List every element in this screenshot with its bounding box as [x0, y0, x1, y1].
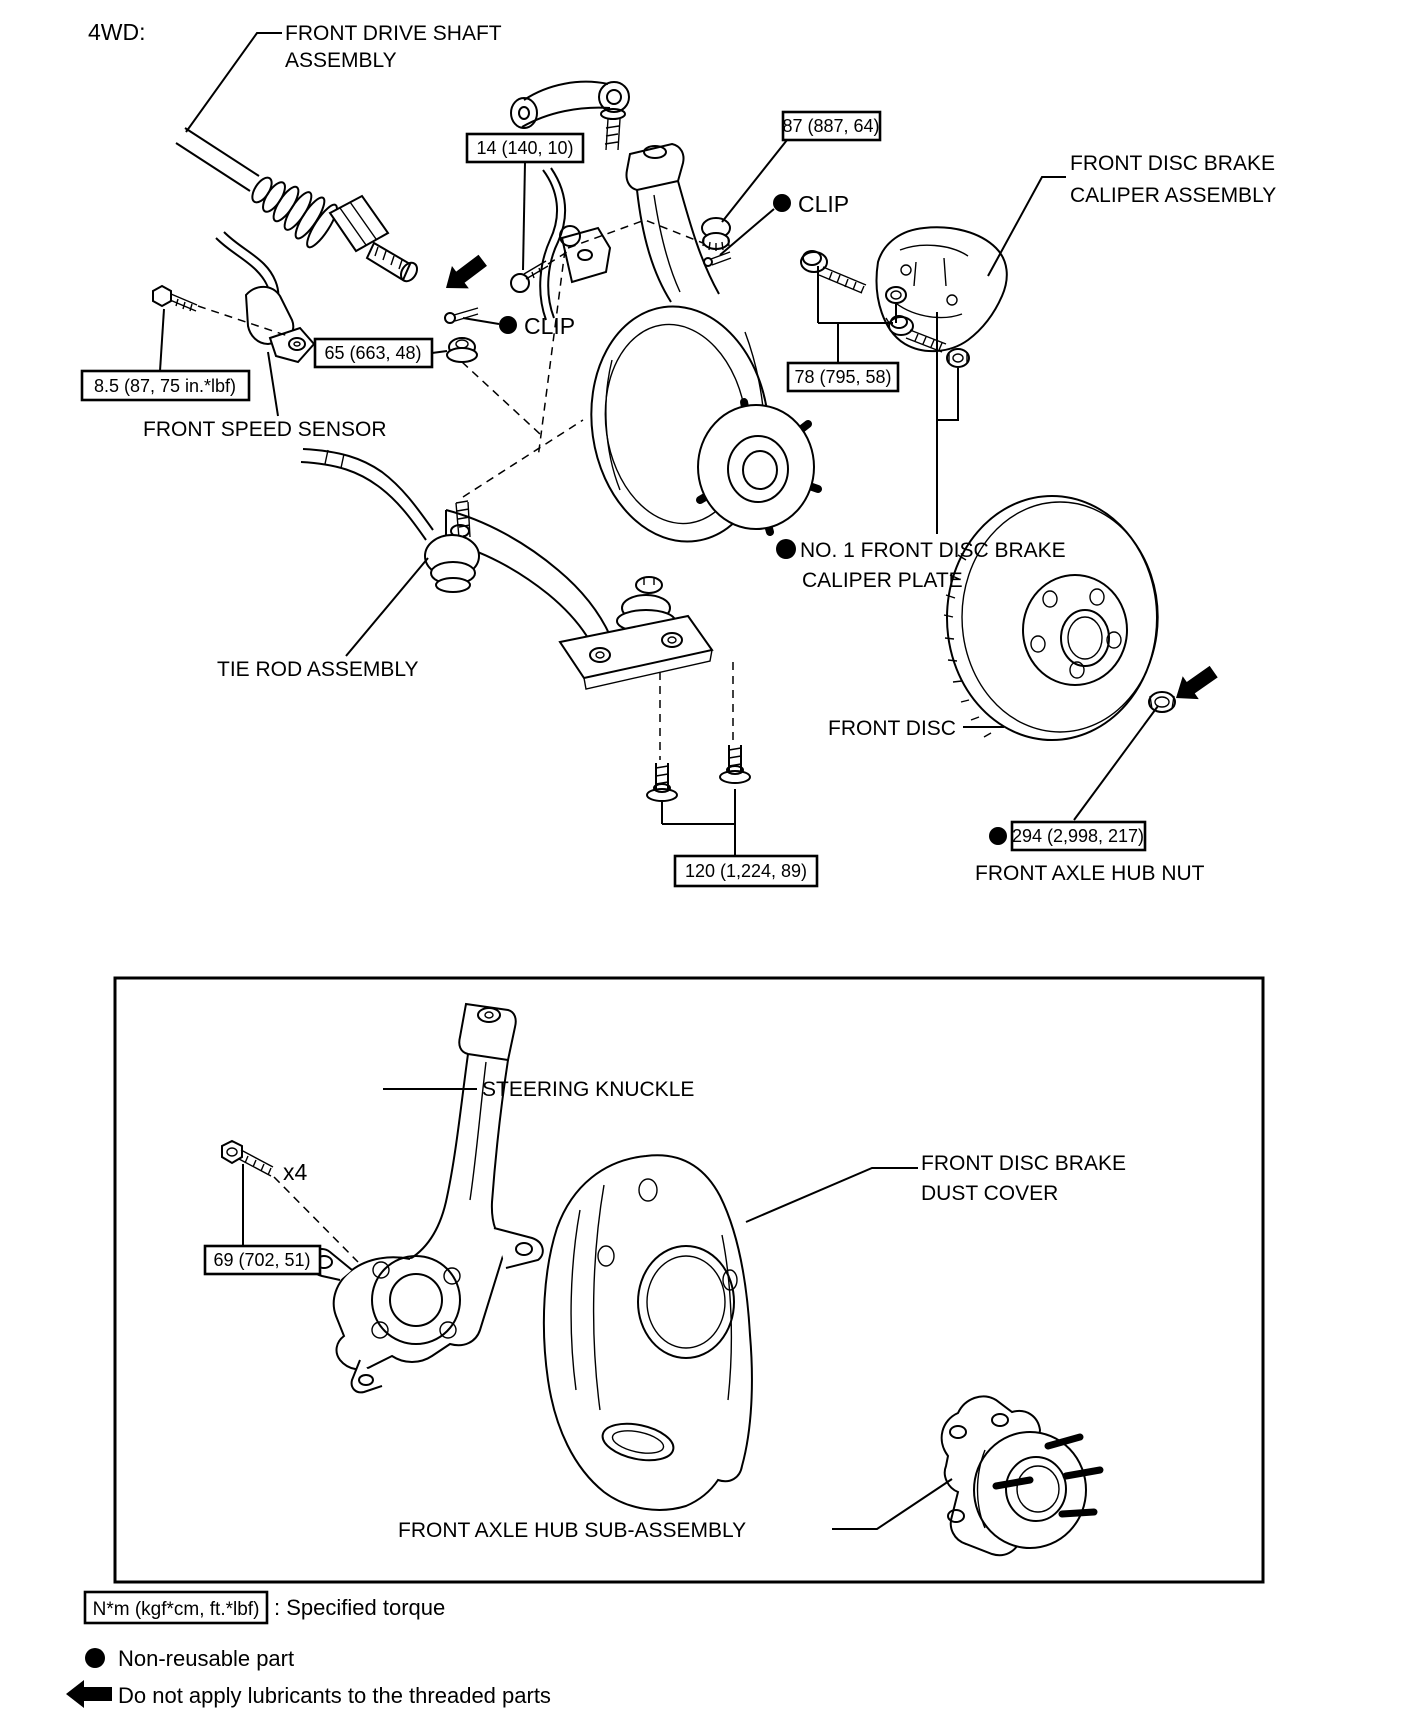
- tie-rod-drawing: [301, 449, 479, 592]
- torque-box-caliper-bolts: [788, 363, 898, 391]
- steering-knuckle-label: STEERING KNUCKLE: [482, 1078, 695, 1101]
- non-reusable-dot-caliper-plate: [776, 539, 796, 559]
- speed-sensor-drawing: [153, 232, 314, 362]
- legend-non-reusable-text: Non-reusable part: [118, 1646, 295, 1671]
- torque-box-knuckle-bolts: [205, 1246, 320, 1274]
- drive-shaft-label-line2: ASSEMBLY: [285, 49, 397, 72]
- torque-value: 65 (663, 48): [324, 343, 422, 363]
- non-reusable-dot-icon: [85, 1648, 105, 1668]
- hub-nut-label: FRONT AXLE HUB NUT: [975, 862, 1205, 885]
- front-disc-label: FRONT DISC: [828, 717, 956, 740]
- variant-label: 4WD:: [88, 19, 146, 45]
- legend-torque-unit: N*m (kgf*cm, ft.*lbf): [92, 1599, 260, 1620]
- drive-shaft-label-line1: FRONT DRIVE SHAFT: [285, 22, 502, 45]
- caliper-plate-label-line1: NO. 1 FRONT DISC BRAKE: [800, 539, 1066, 562]
- torque-value: 78 (795, 58): [794, 367, 892, 387]
- caliper-plate-label-line2: CALIPER PLATE: [802, 569, 963, 592]
- cotter-pin-lower-drawing: [445, 308, 478, 323]
- clip-upper-label: CLIP: [798, 191, 850, 217]
- torque-value: 87 (887, 64): [782, 116, 880, 136]
- torque-box-hub-nut: [989, 822, 1145, 850]
- no-lubricant-arrow-hub-nut: [1168, 660, 1222, 709]
- torque-value: 8.5 (87, 75 in.*lbf): [93, 376, 237, 396]
- hub-subassembly-label: FRONT AXLE HUB SUB-ASSEMBLY: [398, 1519, 747, 1542]
- legend-torque-desc: : Specified torque: [274, 1595, 446, 1620]
- caliper-label-line1: FRONT DISC BRAKE: [1070, 152, 1275, 175]
- torque-value: 69 (702, 51): [213, 1250, 311, 1270]
- torque-box-tie-rod-nut: [315, 339, 432, 367]
- clip-lower-label: CLIP: [524, 313, 576, 339]
- tie-rod-nut-drawing: [447, 338, 477, 362]
- torque-value: 14 (140, 10): [476, 138, 574, 158]
- inset-hub-subassembly-drawing: [942, 1396, 1100, 1555]
- subframe-drawing: [446, 510, 612, 655]
- non-reusable-dot: [989, 827, 1007, 845]
- sensor-wire-drawing: [540, 168, 565, 320]
- speed-sensor-label: FRONT SPEED SENSOR: [143, 418, 387, 441]
- torque-box-speed-sensor: [82, 371, 249, 400]
- inset-steering-knuckle-drawing: [310, 1004, 543, 1392]
- torque-box-upper-ball-joint: [782, 112, 880, 140]
- front-disc-drawing: [944, 496, 1158, 740]
- non-reusable-dot-clip-upper: [773, 194, 791, 212]
- torque-box-stabilizer-bracket: [467, 134, 583, 162]
- inset-dust-cover-drawing: [544, 1155, 752, 1510]
- legend-no-lubricant-text: Do not apply lubricants to the threaded parts: [118, 1683, 551, 1708]
- dust-cover-label-line1: FRONT DISC BRAKE: [921, 1152, 1126, 1175]
- hub-nut-drawing: [1149, 692, 1175, 712]
- legend-non-reusable: [85, 1646, 294, 1671]
- bolt-count-label: x4: [283, 1159, 308, 1185]
- legend-specified-torque: [85, 1592, 445, 1623]
- non-reusable-dot-clip-lower: [499, 316, 517, 334]
- torque-value: 120 (1,224, 89): [684, 861, 808, 881]
- camber-cam-and-clip-drawing: [702, 218, 731, 266]
- torque-value: 294 (2,998, 217): [1011, 826, 1145, 846]
- tie-rod-label: TIE ROD ASSEMBLY: [217, 658, 419, 681]
- inset-knuckle-bolt-drawing: [222, 1141, 273, 1176]
- dust-cover-label-line2: DUST COVER: [921, 1182, 1059, 1205]
- legend-no-lubricant: [66, 1680, 551, 1708]
- no-lubricant-arrow-icon: [66, 1680, 112, 1708]
- caliper-label-line2: CALIPER ASSEMBLY: [1070, 184, 1277, 207]
- dust-shield-hub-drawing: [576, 295, 818, 553]
- drive-shaft-drawing: [176, 128, 420, 284]
- no-lubricant-arrow-drive-shaft: [438, 249, 492, 299]
- torque-box-lower-arm-bolts: [675, 856, 817, 886]
